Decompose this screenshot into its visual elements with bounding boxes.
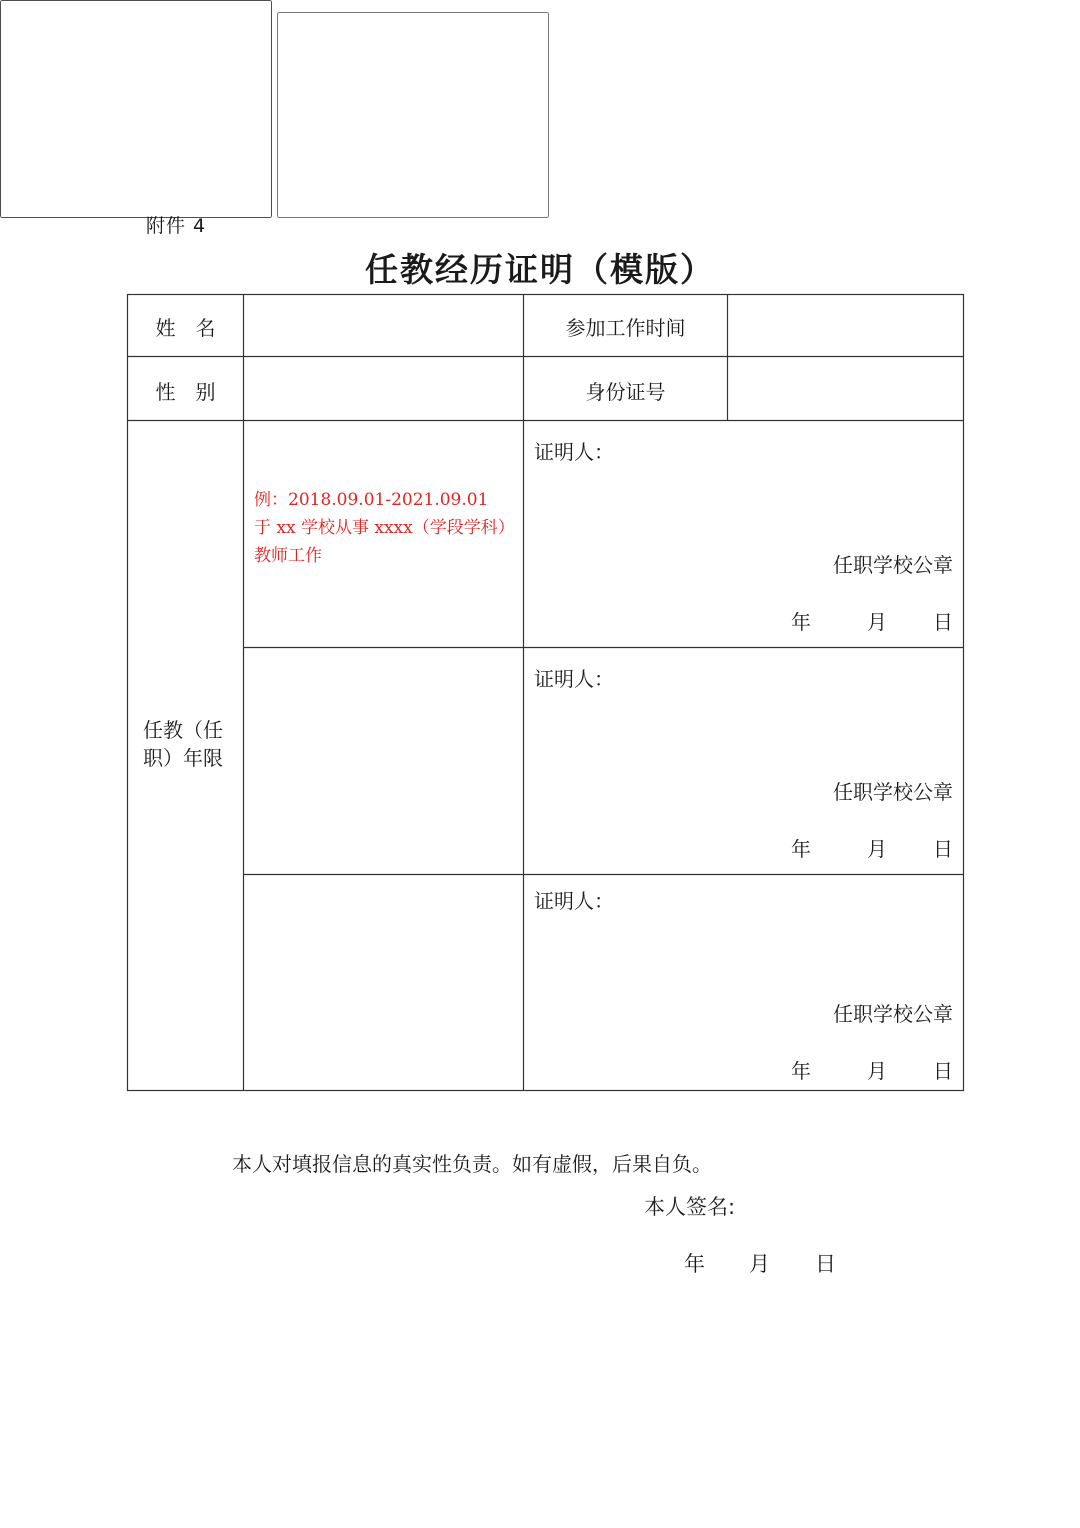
- signature-input[interactable]: [750, 1190, 954, 1224]
- tenure-label-line1: 任教（任: [143, 718, 223, 742]
- date-month: 月: [867, 1059, 887, 1083]
- declaration-text: 本人对填报信息的真实性负责。如有虚假，后果自负。: [232, 1152, 712, 1176]
- school-seal-label: 任职学校公章: [833, 553, 953, 577]
- prover-label: 证明人：: [534, 889, 614, 913]
- name-input[interactable]: [250, 300, 520, 352]
- attachment-label: 附件 4: [146, 215, 207, 237]
- school-seal-label: 任职学校公章: [833, 1002, 953, 1026]
- document-title: 任教经历证明（模版）: [365, 250, 715, 289]
- work-start-label: 参加工作时间: [565, 316, 686, 340]
- name-label: 姓 名: [155, 316, 216, 340]
- gender-label: 性 别: [155, 380, 216, 404]
- example-line-1: 例：2018.09.01-2021.09.01: [254, 490, 489, 510]
- date-year: 年: [791, 837, 811, 861]
- id-number-input[interactable]: [734, 363, 960, 415]
- prover-label: 证明人：: [534, 440, 614, 464]
- date-month: 月: [867, 610, 887, 634]
- signature-date-day: 日: [815, 1252, 836, 1276]
- experience-input-3[interactable]: [277, 12, 549, 218]
- tenure-label-line2: 职）年限: [143, 746, 223, 770]
- work-start-input[interactable]: [734, 300, 960, 352]
- example-line-3: 教师工作: [254, 546, 322, 566]
- school-seal-label: 任职学校公章: [833, 780, 953, 804]
- example-line-2: 于 xx 学校从事 xxxx（学段学科）: [254, 518, 515, 538]
- date-day: 日: [933, 1059, 953, 1083]
- date-year: 年: [791, 610, 811, 634]
- gender-input[interactable]: [250, 363, 520, 415]
- experience-input-2[interactable]: [0, 0, 272, 218]
- date-day: 日: [933, 610, 953, 634]
- date-year: 年: [791, 1059, 811, 1083]
- date-day: 日: [933, 837, 953, 861]
- date-month: 月: [867, 837, 887, 861]
- signature-date-month: 月: [749, 1252, 770, 1276]
- id-number-label: 身份证号: [585, 380, 666, 404]
- prover-label: 证明人：: [534, 667, 614, 691]
- signature-date-year: 年: [684, 1252, 705, 1276]
- signature-label: 本人签名:: [644, 1195, 736, 1219]
